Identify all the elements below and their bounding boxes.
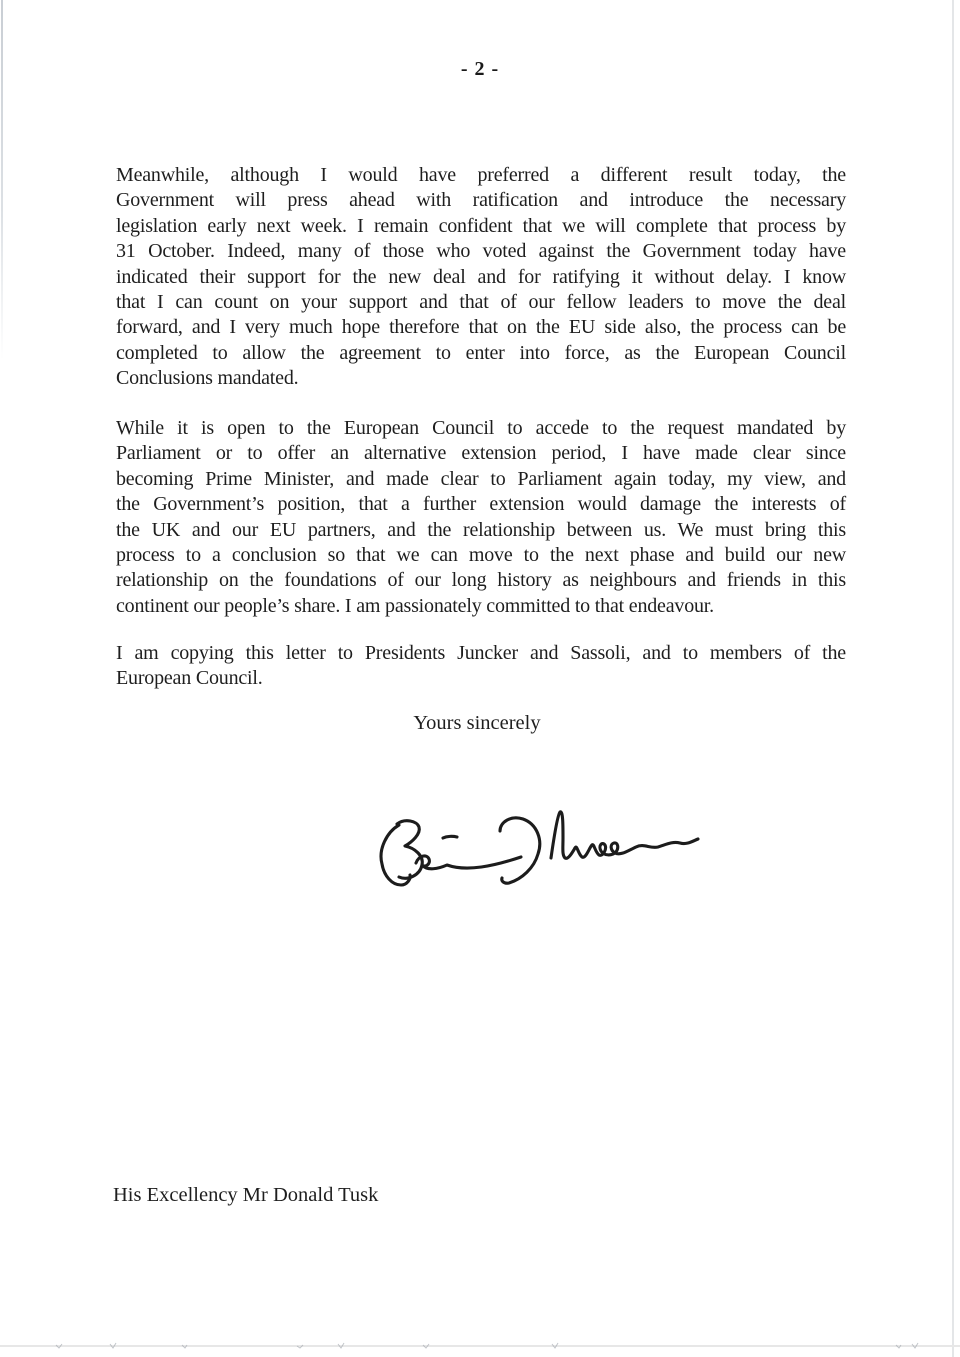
scan-edge-bottom (0, 1338, 960, 1357)
text-line: becoming Prime Minister, and made clear to Parliament again today, my view, and (116, 467, 846, 490)
text-line: Meanwhile, although I would have preferred a different result today, the (116, 164, 846, 186)
recipient-line: His Excellency Mr Donald Tusk (113, 1184, 379, 1206)
signature-svg (372, 796, 702, 904)
text-line: European Council. (116, 667, 263, 690)
text-line: relationship on the foundations of our long history as neighbours and friends in this (116, 569, 846, 592)
text-line: forward, and I very much hope therefore that on the EU side also, the process can be (116, 316, 846, 339)
text-line: indicated their support for the new deal and for ratifying it without delay. I know (116, 265, 846, 288)
text-line: 31 October. Indeed, many of those who voted against the Government today have (116, 240, 846, 263)
text-line: the Government’s position, that a further extension would damage the interests of (116, 493, 846, 516)
paragraph-1 (116, 163, 846, 392)
text-line: Conclusions mandated. (116, 367, 299, 390)
scan-edge-left (1, 0, 3, 360)
text-line: Parliament or to offer an alternative extension period, I have made clear since (116, 442, 846, 465)
text-line: completed to allow the agreement to enter into force, as the European Council (116, 341, 846, 364)
paragraph-3 (116, 641, 846, 692)
scan-edge-right (952, 0, 954, 1357)
closing-salutation: Yours sincerely (413, 712, 541, 734)
text-line: the UK and our EU partners, and the relationship between us. We must bring this (116, 518, 846, 541)
text-line: legislation early next week. I remain confident that we will complete that process by (116, 214, 846, 237)
text-line: continent our people’s share. I am passionately committed to that endeavour. (116, 594, 714, 617)
text-line: that I can count on your support and that of our fellow leaders to move the deal (116, 290, 846, 313)
text-line: Government will press ahead with ratification and introduce the necessary (116, 189, 846, 212)
text-line: While it is open to the European Council to accede to the request mandated by (116, 417, 846, 439)
page-number: - 2 - (460, 58, 500, 80)
paragraph-2 (116, 416, 846, 619)
text-line: process to a conclusion so that we can move to the next phase and build our new (116, 543, 846, 566)
boris-johnson-signature (372, 796, 702, 904)
text-line: I am copying this letter to Presidents Juncker and Sassoli, and to members of the (116, 642, 846, 664)
